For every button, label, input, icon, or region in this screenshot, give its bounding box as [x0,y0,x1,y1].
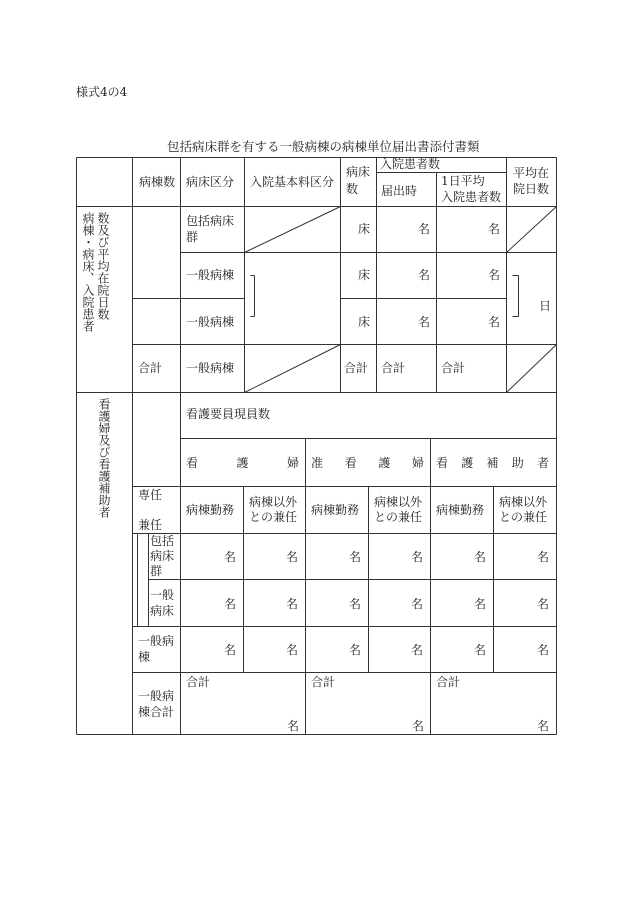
section1-label-col2: 数及び平均在院日数 [96,212,110,320]
group-char: 者 [536,456,549,470]
header-avg-stay-1: 平均在 [513,166,550,180]
total-nursing-aide: 合計 [436,675,461,689]
row-a-label-1: 包括 [150,534,175,548]
total-type: 一般病棟 [186,361,235,375]
group-char: 護 [378,456,391,470]
row-b-label-1: 一般 [150,588,175,602]
row3-avg: 名 [487,315,500,329]
ward-duty: 病棟勤務 [186,503,235,517]
total-nursing-aide-unit: 名 [536,719,549,733]
total-avg: 合計 [441,361,466,375]
header-bed-type: 病床区分 [186,175,235,189]
staff-count-unit: 名 [473,643,486,657]
total-label: 合計 [138,361,163,375]
row3-beds: 床 [357,315,370,329]
staff-count-unit: 名 [473,597,486,611]
row-c-label-1: 一般病 [138,634,175,648]
staff-count-header: 看護要員現員数 [186,407,271,421]
group-char: 補 [486,456,499,470]
header-wards: 病棟数 [139,175,176,189]
staff-count-unit: 名 [348,643,361,657]
other-duty-2: との兼任 [249,510,298,524]
staff-count-unit: 名 [410,550,423,564]
row-b-label-2: 病床 [150,604,175,618]
grid-line [507,345,557,393]
row-d-label-2: 棟合計 [138,705,175,719]
duty-fulltime: 専任 [138,488,163,502]
section1-label-col1: 病棟・病床、入院患者 [81,212,95,332]
total-notif: 合計 [381,361,406,375]
form-id: 様式4の4 [76,85,128,99]
total-assistant-nurse: 合計 [311,675,336,689]
header-base-fee: 入院基本料区分 [250,175,335,189]
row2-beds: 床 [357,268,370,282]
group-nurse [186,454,299,471]
row1-type-1: 包括病床 [186,214,235,228]
avg-stay-days-unit: 日 [539,299,552,313]
staff-count-unit: 名 [536,643,549,657]
total-beds: 合計 [344,361,369,375]
staff-count-unit: 名 [223,550,236,564]
group-char: 婦 [411,456,424,470]
staff-count-unit: 名 [285,643,298,657]
staff-count-unit: 名 [348,597,361,611]
section2-label: 看護婦及び看護補助者 [97,398,111,518]
header-daily-avg-1: 1日平均 [441,174,485,188]
header-beds-2: 数 [346,182,359,196]
header-at-notification: 届出時 [381,184,418,198]
staff-count-unit: 名 [223,643,236,657]
total-nurse: 合計 [186,675,211,689]
group-nursing-aide [436,454,549,471]
row2-type: 一般病棟 [186,268,235,282]
staff-count-unit: 名 [536,550,549,564]
ward-duty: 病棟勤務 [311,503,360,517]
header-inpatients: 入院患者数 [380,157,441,171]
grid-line [245,345,341,393]
total-assistant-nurse-unit: 名 [411,719,424,733]
row1-beds: 床 [357,222,370,236]
staff-count-unit: 名 [285,550,298,564]
other-duty-1: 病棟以外 [499,495,548,509]
row-a-label-2: 病床 [150,549,175,563]
other-duty-2: との兼任 [374,510,423,524]
page-title: 包括病床群を有する一般病棟の病棟単位届出書添付書類 [167,139,480,154]
duty-concurrent: 兼任 [138,518,163,532]
row-a-label-3: 群 [150,564,163,578]
other-duty-1: 病棟以外 [249,495,298,509]
group-char: 護 [461,456,474,470]
total-nurse-unit: 名 [286,719,299,733]
grid-line [245,207,341,253]
staff-count-unit: 名 [410,597,423,611]
staff-count-unit: 名 [536,597,549,611]
group-assistant-nurse [311,454,424,471]
row3-notif: 名 [417,315,430,329]
staff-count-unit: 名 [410,643,423,657]
other-duty-2: との兼任 [499,510,548,524]
row1-notif: 名 [417,222,430,236]
header-daily-avg-2: 入院患者数 [441,190,502,204]
staff-count-unit: 名 [473,550,486,564]
group-char: 看 [344,456,357,470]
group-char: 護 [236,456,249,470]
row3-type: 一般病棟 [186,315,235,329]
ward-duty: 病棟勤務 [436,503,485,517]
row2-avg: 名 [487,268,500,282]
staff-count-unit: 名 [223,597,236,611]
row-d-label-1: 一般病 [138,689,175,703]
group-char: 助 [511,456,524,470]
staff-count-unit: 名 [348,550,361,564]
row1-type-2: 群 [186,230,199,244]
row1-avg: 名 [487,222,500,236]
row2-notif: 名 [417,268,430,282]
group-char: 准 [311,456,324,470]
group-char: 婦 [286,456,299,470]
header-beds-1: 病床 [346,165,371,179]
group-char: 看 [436,456,449,470]
group-char: 看 [186,456,199,470]
row-c-label-2: 棟 [138,650,151,664]
other-duty-1: 病棟以外 [374,495,423,509]
header-avg-stay-2: 院日数 [513,182,550,196]
staff-count-unit: 名 [285,597,298,611]
grid-line [507,207,557,253]
